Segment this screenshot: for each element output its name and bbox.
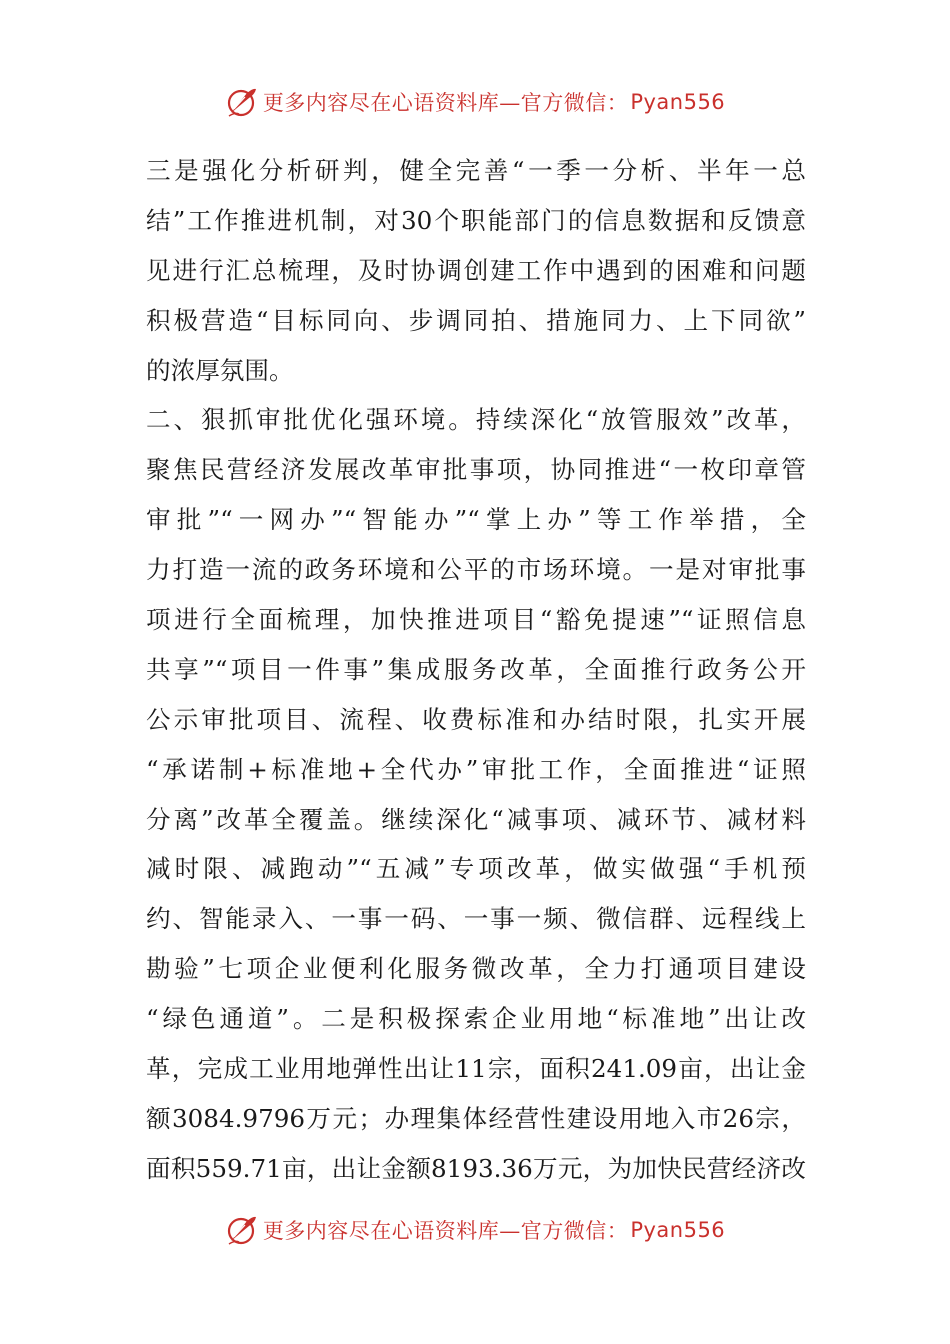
quill-logo-icon [225,85,259,119]
text-line: 力打造一流的政务环境和公平的市场环境。一是对审批事 [146,555,806,585]
text-line: 项进行全面梳理，加快推进项目“豁免提速”“证照信息 [146,605,806,635]
text-line: 聚焦民营经济发展改革审批事项，协同推进“一枚印章管 [146,455,806,485]
text-line: 见进行汇总梳理，及时协调创建工作中遇到的困难和问题 [146,255,806,285]
text-line: 分离”改革全覆盖。继续深化“减事项、减环节、减材料 [146,804,806,834]
text-line: 结”工作推进机制，对30个职能部门的信息数据和反馈意 [146,205,806,235]
text-line: 三是强化分析研判，健全完善“一季一分析、半年一总 [146,156,806,185]
text-line: 勘验”七项企业便利化服务微改革，全力打通项目建设 [146,954,806,984]
watermark-text: 更多内容尽在心语资料库—官方微信： [262,1219,629,1243]
watermark-wechat-id: Pyan556 [630,90,726,114]
text-line: 积极营造“目标同向、步调同拍、措施同力、上下同欲” [146,305,806,335]
text-line: “承诺制+标准地+全代办”审批工作，全面推进“证照 [146,754,806,784]
text-line: 额3084.9796万元；办理集体经营性建设用地入市26宗， [146,1103,806,1133]
document-body [146,146,806,1194]
text-line: 约、智能录入、一事一码、一事一频、微信群、远程线上 [146,904,806,934]
footer-watermark [0,1210,950,1250]
header-watermark [0,82,950,122]
text-line: 共享”“项目一件事”集成服务改革，全面推行政务公开 [146,654,806,684]
section-heading-line: 二、狠抓审批优化强环境。持续深化“放管服效”改革， [146,405,806,435]
watermark-text: 更多内容尽在心语资料库—官方微信： [262,91,629,115]
text-line: 革，完成工业用地弹性出让11宗，面积241.09亩，出让金 [146,1054,806,1084]
watermark-wechat-id: Pyan556 [630,1218,726,1242]
text-line: 的浓厚氛围。 [146,355,294,385]
text-line: 面积559.71亩，出让金额8193.36万元，为加快民营经济改 [146,1153,806,1183]
text-line: 公示审批项目、流程、收费标准和办结时限，扎实开展 [146,704,806,734]
quill-logo-icon [225,1213,259,1247]
text-line: 减时限、减跑动”“五减”专项改革，做实做强“手机预 [146,854,806,884]
text-line: 审批”“一网办”“智能办”“掌上办”等工作举措，全 [146,505,806,535]
text-line: “绿色通道”。二是积极探索企业用地“标准地”出让改 [146,1004,806,1034]
